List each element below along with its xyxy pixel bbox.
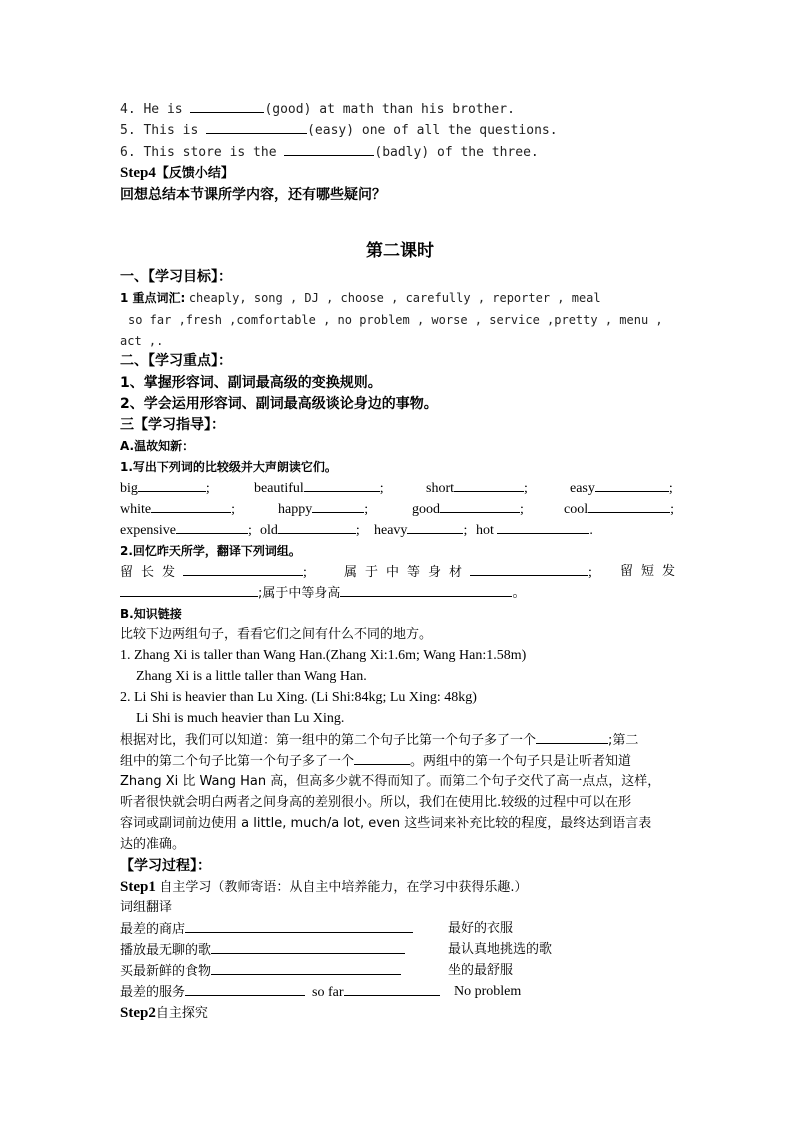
exercise-4-blank[interactable] xyxy=(190,100,264,113)
sentence-1b: Zhang Xi is a little taller than Wang Han. xyxy=(136,669,367,684)
review-heading: A.温故知新： xyxy=(120,439,195,453)
translation-left-4: 最差的服务 xyxy=(120,983,305,1002)
phrase-medium-build: 属于中等身材 ; xyxy=(344,565,592,580)
key-point-1: 1、掌握形容词、副词最高级的变换规则。 xyxy=(120,375,382,391)
knowledge-heading: B.知识链接 xyxy=(120,607,182,621)
section2-heading: 二、【学习重点】： xyxy=(120,353,232,369)
paragraph-line-4: 听者很快就会明白两者之间身高的差别很小。所以，我们在使用比.较级的过程中可以在形 xyxy=(120,795,632,810)
step2-line xyxy=(120,1004,208,1023)
paragraph-line-3: Zhang Xi 比 Wang Han 高，但高多少就不得而知了。而第二个句子交代了高一点点，这样， xyxy=(120,774,661,789)
word-easy: easy ; xyxy=(570,481,673,496)
translation-row-4 xyxy=(120,983,680,1001)
exercise-6 xyxy=(120,143,539,162)
translation-row-2 xyxy=(120,941,680,959)
step1-label: Step1 xyxy=(120,879,156,895)
exercise-5-end: (easy) one of all the questions. xyxy=(307,123,558,138)
paragraph-line-5: 容词或副词前边使用 a little, much/a lot, even 这些词来补充比较的程度，最终达到语言表 xyxy=(120,816,652,831)
word-short: short ; xyxy=(426,481,528,496)
step4-title: 【反馈小结】 xyxy=(155,166,234,181)
phrase-row-1 xyxy=(120,563,684,581)
translation-right-1: 最好的衣服 xyxy=(448,921,514,936)
paragraph-line-1: 根据对比，我们可以知道：第一组中的第二个句子比第一个句子多了一个 ;第二 xyxy=(120,733,639,748)
compare-intro: 比较下边两组句子，看看它们之间有什么不同的地方。 xyxy=(120,627,433,642)
blank-group2[interactable] xyxy=(354,752,410,765)
sentence-2: 2. Li Shi is heavier than Lu Xing. (Li Shi:84kg; Lu Xing: 48kg) xyxy=(120,690,477,705)
exercise-5-start: 5. This is xyxy=(120,123,207,138)
word-good: good ; xyxy=(412,502,524,517)
step4-heading xyxy=(120,164,234,183)
word-heavy: heavy ; xyxy=(374,523,468,538)
exercise-5 xyxy=(120,121,558,140)
exercise-4 xyxy=(120,100,515,119)
exercise-5-blank[interactable] xyxy=(206,121,307,134)
step4-question: 回想总结本节课所学内容，还有哪些疑问？ xyxy=(120,187,386,203)
section3-heading: 三【学习指导】： xyxy=(120,417,225,433)
lesson-title: 第二课时 xyxy=(366,241,434,261)
word-beautiful: beautiful ; xyxy=(254,481,384,496)
phrase-row-2 xyxy=(120,584,680,602)
exercise-6-blank[interactable] xyxy=(284,143,374,156)
blank-group1[interactable] xyxy=(536,731,608,744)
word-cool: cool ; xyxy=(564,502,674,517)
translation-right-4: No problem xyxy=(454,984,522,999)
exercise-4-start: 4. He is xyxy=(120,102,191,117)
step1-line xyxy=(120,878,527,897)
step2-label: Step2 xyxy=(120,1005,156,1021)
sentence-2b: Li Shi is much heavier than Lu Xing. xyxy=(136,711,345,726)
word-row-3 xyxy=(120,521,680,539)
word-white: white ; xyxy=(120,502,235,517)
word-happy: happy ; xyxy=(278,502,369,517)
exercise-4-end: (good) at math than his brother. xyxy=(264,102,515,117)
exercise-6-start: 6. This store is the xyxy=(120,145,285,160)
step1-text: 自主学习（教师寄语：从自主中培养能力，在学习中获得乐趣.） xyxy=(159,880,528,895)
word-hot: hot . xyxy=(476,523,593,538)
translation-left-1: 最差的商店 xyxy=(120,920,413,939)
section1-heading: 一、【学习目标】： xyxy=(120,269,232,285)
vocab-line-2: so far ,fresh ,comfortable , no problem , worse , service ,pretty , menu , xyxy=(128,313,663,327)
vocab-line-1 xyxy=(120,289,601,308)
translation-row-1 xyxy=(120,920,680,938)
translation-left-2: 播放最无聊的歌 xyxy=(120,941,405,960)
word-old: old ; xyxy=(260,523,360,538)
step2-text: 自主探究 xyxy=(155,1006,208,1021)
process-heading: 【学习过程】： xyxy=(120,858,211,874)
vocab-line-3: act ,. xyxy=(120,334,164,348)
translation-row-3 xyxy=(120,962,680,980)
word-expensive: expensive ; xyxy=(120,523,252,538)
phrase-translation-title: 词组翻译 xyxy=(120,900,173,915)
vocab-words-1: cheaply, song , DJ , choose , carefully , reporter , meal xyxy=(188,291,601,305)
phrase-short-hair-blank[interactable] xyxy=(120,584,258,603)
translation-right-3: 坐的最舒服 xyxy=(448,963,514,978)
word-big: big ; xyxy=(120,481,210,496)
phrase-long-hair: 留长发 ; xyxy=(120,565,307,580)
key-point-2: 2、学会运用形容词、副词最高级谈论身边的事物。 xyxy=(120,396,438,412)
paragraph-line-2: 组中的第二个句子比第一个句子多了一个 。两组中的第一个句子只是让听者知道 xyxy=(120,754,632,769)
translation-left-3: 买最新鲜的食物 xyxy=(120,962,401,981)
translation-mid-4: so far xyxy=(312,983,440,1002)
task1-instruction: 1.写出下列词的比较级并大声朗读它们。 xyxy=(120,460,337,474)
paragraph-line-6: 达的准确。 xyxy=(120,837,186,852)
sentence-1: 1. Zhang Xi is taller than Wang Han.(Zhang Xi:1.6m; Wang Han:1.58m) xyxy=(120,648,527,663)
translation-right-2: 最认真地挑选的歌 xyxy=(448,942,553,957)
word-row-1 xyxy=(120,479,680,497)
task2-instruction: 2.回忆昨天所学，翻译下列词组。 xyxy=(120,544,301,558)
exercise-6-end: (badly) of the three. xyxy=(374,145,539,160)
step4-label: Step4 xyxy=(120,165,156,181)
word-row-2 xyxy=(120,500,680,518)
phrase-medium-height: ;属于中等身高 。 xyxy=(258,586,527,601)
phrase-short-hair: 留短发 xyxy=(620,564,684,579)
vocab-label: 1 重点词汇: xyxy=(120,291,186,305)
